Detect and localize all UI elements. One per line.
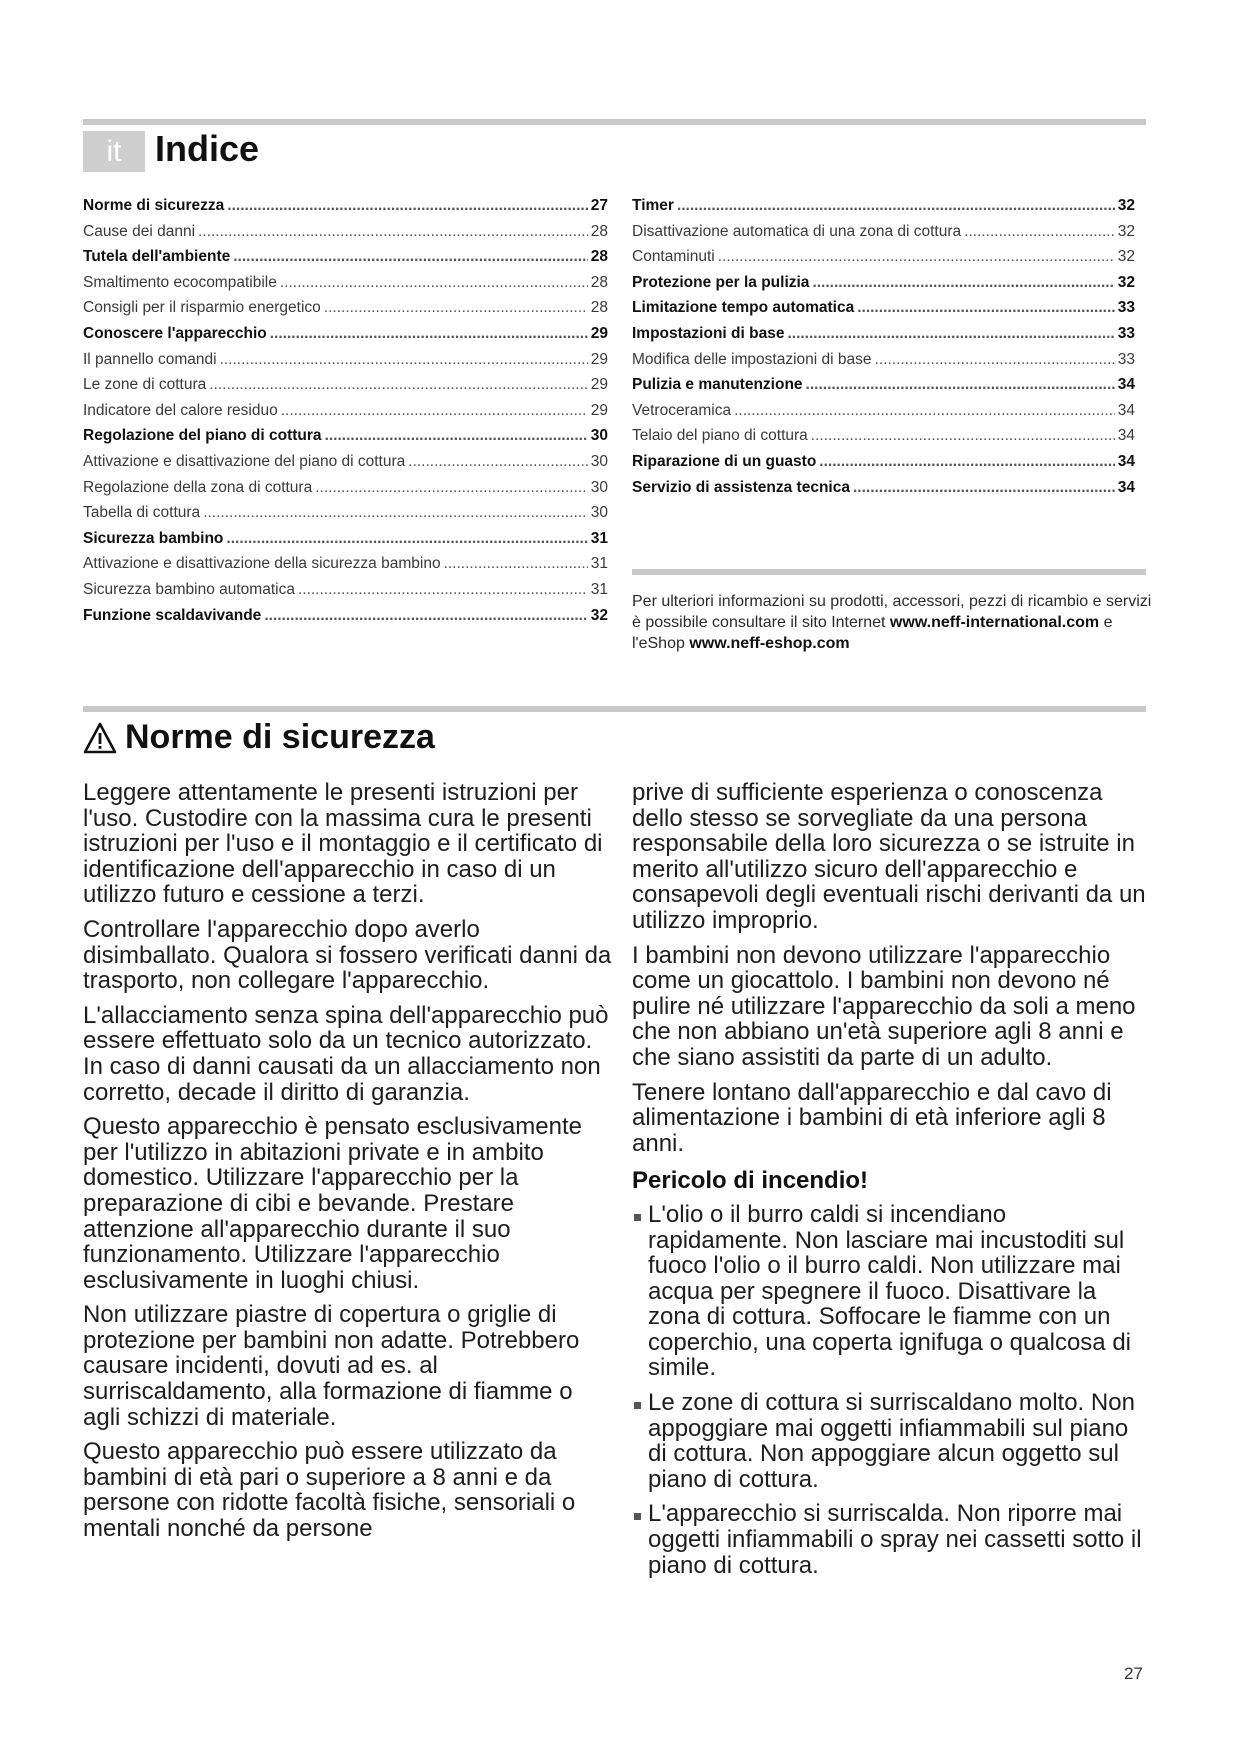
info-note bbox=[632, 591, 1152, 654]
paragraph: prive di sufficiente esperienza o conoscenza dello stesso se sorvegliate da una persona responsabile della loro sicurezza o se istruite in merito all'utilizzo sicuro dell'apparecchio e consapevoli degli eventuali rischi derivanti da un utilizzo improprio. bbox=[632, 779, 1146, 934]
list-item: Le zone di cottura si surriscaldano molto. Non appoggiare mai oggetti infiammabili sul piano di cottura. Non appoggiare alcun oggetto sul piano di cottura. bbox=[632, 1390, 1152, 1492]
fire-warning-heading: Pericolo di incendio! bbox=[632, 1167, 869, 1195]
paragraph: I bambini non devono utilizzare l'apparecchio come un giocattolo. I bambini non devono né pulire né utilizzare l'apparecchio da soli a meno che non abbiano un'età superiore agli 8 anni e che siano assistiti da parte di un adulto. bbox=[632, 941, 1136, 1071]
info-rule bbox=[632, 569, 1146, 575]
toc-right-column bbox=[632, 197, 1135, 504]
toc-left-column bbox=[83, 197, 608, 632]
page-title: Indice bbox=[155, 128, 260, 169]
warning-icon bbox=[83, 722, 117, 754]
toc-entry[interactable]: Indicatore del calore residuo ..... 29 bbox=[83, 402, 608, 428]
toc-entry[interactable]: Sicurezza bambino automatica ..... 31 bbox=[83, 581, 608, 607]
website-link[interactable]: www.neff-international.com bbox=[889, 614, 1100, 631]
toc-entry[interactable]: Disattivazione automatica di una zona di cottura ..... 32 bbox=[632, 223, 1135, 249]
toc-entry[interactable]: Le zone di cottura ..... 29 bbox=[83, 376, 608, 402]
toc-entry[interactable]: Servizio di assistenza tecnica ..... 34 bbox=[632, 479, 1135, 505]
toc-entry[interactable]: Smaltimento ecocompatibile ..... 28 bbox=[83, 274, 608, 300]
toc-entry[interactable]: Modifica delle impostazioni di base ..... 33 bbox=[632, 351, 1135, 377]
toc-entry[interactable]: Vetroceramica ..... 34 bbox=[632, 402, 1135, 428]
paragraph: L'allacciamento senza spina dell'apparecchio può essere effettuato solo da un tecnico autorizzato. In caso di danni causati da un allacciamento non corretto, decade il diritto di garanzia. bbox=[83, 1001, 609, 1106]
toc-entry[interactable]: Cause dei danni ..... 28 bbox=[83, 223, 608, 249]
toc-entry[interactable]: Il pannello comandi ..... 29 bbox=[83, 351, 608, 377]
header-rule bbox=[83, 119, 1146, 125]
toc-entry[interactable]: Conoscere l'apparecchio ..... 29 bbox=[83, 325, 608, 351]
toc-entry[interactable]: Pulizia e manutenzione ..... 34 bbox=[632, 376, 1135, 402]
info-text: Per ulteriori informazioni su prodotti, accessori, pezzi di ricambio e servizi è possibile consultare il sito Internet bbox=[632, 593, 1152, 631]
toc-entry[interactable]: Regolazione del piano di cottura ..... 30 bbox=[83, 427, 608, 453]
list-item: L'olio o il burro caldi si incendiano rapidamente. Non lasciare mai incustoditi sul fuoco l'olio o il burro caldi. Non utilizzare mai acqua per spegnere il fuoco. Disattivare la zona di cottura. Soffocare le fiamme con un coperchio, una coperta ignifuga o qualcosa di simile. bbox=[632, 1202, 1152, 1381]
paragraph: Questo apparecchio è pensato esclusivamente per l'utilizzo in abitazioni private e in ambito domestico. Utilizzare l'apparecchio per la preparazione di cibi e bevande. Prestare attenzione all'apparecchio durante il suo funzionamento. Utilizzare l'apparecchio esclusivamente in luoghi chiusi. bbox=[83, 1113, 582, 1294]
section-heading bbox=[83, 718, 435, 757]
body-right-column bbox=[632, 780, 1152, 1587]
toc-entry[interactable]: Timer ..... 32 bbox=[632, 197, 1135, 223]
toc-entry[interactable]: Funzione scaldavivande ..... 32 bbox=[83, 607, 608, 633]
paragraph: Leggere attentamente le presenti istruzioni per l'uso. Custodire con la massima cura le presenti istruzioni per l'uso e il montaggio e il certificato di identificazione dell'apparecchio in caso di un utilizzo futuro e cessione a terzi. bbox=[83, 779, 603, 909]
eshop-link[interactable]: www.neff-eshop.com bbox=[689, 635, 850, 652]
body-left-column bbox=[83, 780, 613, 1551]
toc-entry[interactable]: Norme di sicurezza ..... 27 bbox=[83, 197, 608, 223]
toc-entry[interactable]: Telaio del piano di cottura ..... 34 bbox=[632, 427, 1135, 453]
fire-warning-list bbox=[632, 1202, 1152, 1578]
toc-entry[interactable]: Impostazioni di base ..... 33 bbox=[632, 325, 1135, 351]
paragraph: Non utilizzare piastre di copertura o griglie di protezione per bambini non adatte. Potrebbero causare incidenti, dovuti ad es. al surriscaldamento, alla formazione di fiamme o agli schizzi di materiale. bbox=[83, 1301, 580, 1431]
toc-entry[interactable]: Contaminuti ..... 32 bbox=[632, 248, 1135, 274]
page-number: 27 bbox=[1124, 1664, 1143, 1683]
paragraph: Questo apparecchio può essere utilizzato da bambini di età pari o superiore a 8 anni e da persone con ridotte facoltà fisiche, sensoriali o mentali nonché da persone bbox=[83, 1438, 576, 1543]
info-text-2: e l'eShop bbox=[632, 614, 1113, 652]
paragraph: Tenere lontano dall'apparecchio e dal cavo di alimentazione i bambini di età inferiore agli 8 anni. bbox=[632, 1078, 1112, 1157]
language-badge: it bbox=[83, 131, 145, 172]
toc-entry[interactable]: Sicurezza bambino ..... 31 bbox=[83, 530, 608, 556]
toc-entry[interactable]: Riparazione di un guasto ..... 34 bbox=[632, 453, 1135, 479]
section-rule bbox=[83, 706, 1146, 712]
toc-entry[interactable]: Tutela dell'ambiente ..... 28 bbox=[83, 248, 608, 274]
toc-entry[interactable]: Attivazione e disattivazione della sicurezza bambino ..... 31 bbox=[83, 555, 608, 581]
toc-entry[interactable]: Tabella di cottura ..... 30 bbox=[83, 504, 608, 530]
toc-entry[interactable]: Limitazione tempo automatica ..... 33 bbox=[632, 299, 1135, 325]
toc-entry[interactable]: Attivazione e disattivazione del piano di cottura ..... 30 bbox=[83, 453, 608, 479]
list-item: L'apparecchio si surriscalda. Non riporre mai oggetti infiammabili o spray nei cassetti sotto il piano di cottura. bbox=[632, 1501, 1152, 1578]
paragraph: Controllare l'apparecchio dopo averlo disimballato. Qualora si fossero verificati danni da trasporto, non collegare l'apparecchio. bbox=[83, 915, 612, 995]
toc-entry[interactable]: Consigli per il risparmio energetico ..... 28 bbox=[83, 299, 608, 325]
section-title: Norme di sicurezza bbox=[125, 718, 435, 756]
toc-entry[interactable]: Protezione per la pulizia ..... 32 bbox=[632, 274, 1135, 300]
toc-entry[interactable]: Regolazione della zona di cottura ..... 30 bbox=[83, 479, 608, 505]
